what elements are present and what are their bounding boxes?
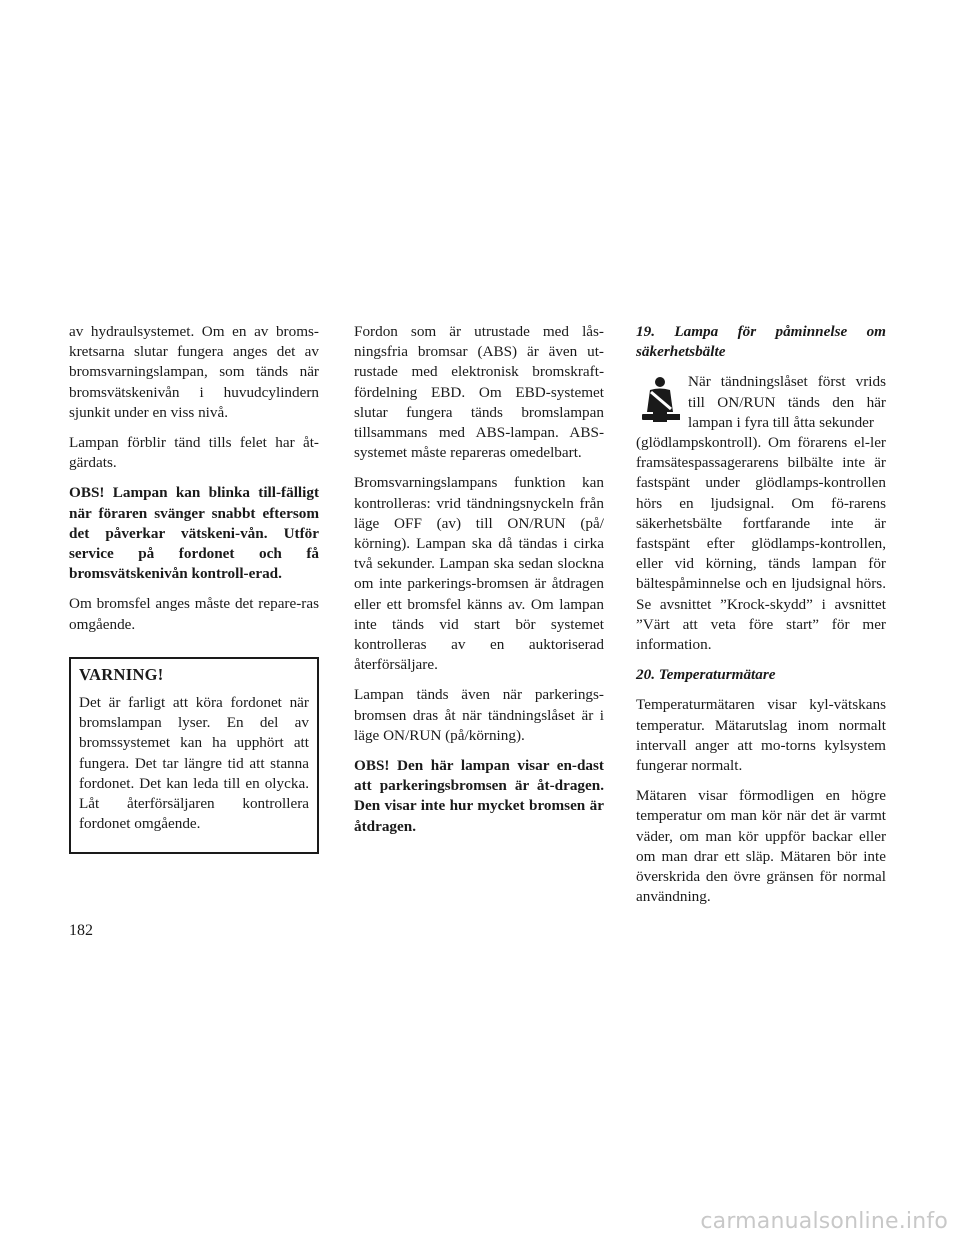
left-column [69,322,319,854]
note-paragraph: OBS! Den här lampan visar en-dast att parkeringsbromsen är åt-dragen. Den visar inte hur mycket bromsen är åtdragen. [354,757,604,835]
paragraph: Temperaturmätaren visar kyl-vätskans temperatur. Mätarutslag inom normalt intervall anger att mo-torns kylsystem fungerar normalt. [636,696,886,775]
seatbelt-icon [640,376,682,424]
page-number: 182 [69,922,93,939]
paragraph: Mätaren visar förmodligen en högre temperatur om man kör när det är varmt väder, om man kör uppför backar eller om man drar ett släp. Mätaren bör inte överskrida den övre gränsen för normal användning. [636,787,886,906]
paragraph: Bromsvarningslampans funktion kan kontrolleras: vrid tändningsnyckeln från läge OFF (av) till ON/RUN (på/ körning). Lampan ska då tändas i cirka två sekunder. Lampan ska sedan slockna om inte parkerings-bromsen är åtdragen eller ett bromsfel känns av. Om lampan inte tänds vid start bör systemet kontrolleras av en auktoriserad återförsäljare. [354,474,604,674]
paragraph: Lampan förblir tänd tills felet har åt-gärdats. [69,434,319,472]
middle-column [354,322,604,847]
section-heading: 20. Temperaturmätare [636,666,776,684]
paragraph: Lampan tänds även när parkerings-bromsen dras åt när tändningslåset är i läge ON/RUN (på/körning). [354,686,604,744]
paragraph: Fordon som är utrustade med lås-ningsfria bromsar (ABS) är även ut-rustade med elektronisk bromskraft-fördelning EBD. Om EBD-systemet slutar fungera tänds bromslampan tillsammans med ABS-lampan. ABS-systemet måste repareras omedelbart. [354,323,604,462]
warning-box [69,657,319,855]
seatbelt-section [636,372,886,433]
paragraph: Om bromsfel anges måste det repare-ras omgående. [69,595,319,633]
note-paragraph: OBS! Lampan kan blinka till-fälligt när föraren svänger snabbt eftersom det påverkar vätskeni-vån. Utför service på fordonet och få bromsvätskenivån kontroll-erad. [69,484,319,583]
watermark: carmanualsonline.info [700,1209,948,1234]
warning-text: Det är farligt att köra fordonet när bromslampan lyser. En del av bromssystemet kan ha upphört att fungera. Det tar längre tid att stanna fordonet. Det kan leda till en olycka. Låt återförsäljaren kontrollera fordonet omgående. [79,694,309,833]
paragraph: När tändningslåset först vrids till ON/RUN tänds den här lampan i fyra till åtta sekunder [688,373,886,431]
section-heading: 19. Lampa för påminnelse om säkerhetsbälte [636,323,886,361]
warning-title: VARNING! [79,664,164,684]
right-column [636,322,886,917]
paragraph: av hydraulsystemet. Om en av broms-kretsarna slutar fungera anges det av bromsvarningslampan, som tänds när bromsvätskenivån i huvudcylindern sjunkit under en viss nivå. [69,323,319,421]
paragraph: (glödlampskontroll). Om förarens el-ler framsätespassagerarens bilbälte inte är fastspänt under glödlamps-kontrollen hörs en ljudsignal. Om fö-rarens säkerhetsbälte fortfarande inte är fastspänt efter glödlamps-kontrollen, eller vid körning, tänds lampan för bältespåminnelse och en ljudsignal hörs. Se avsnittet ”Krock-skydd” i avsnittet ”Värt att veta före start” för mer information. [636,434,886,654]
